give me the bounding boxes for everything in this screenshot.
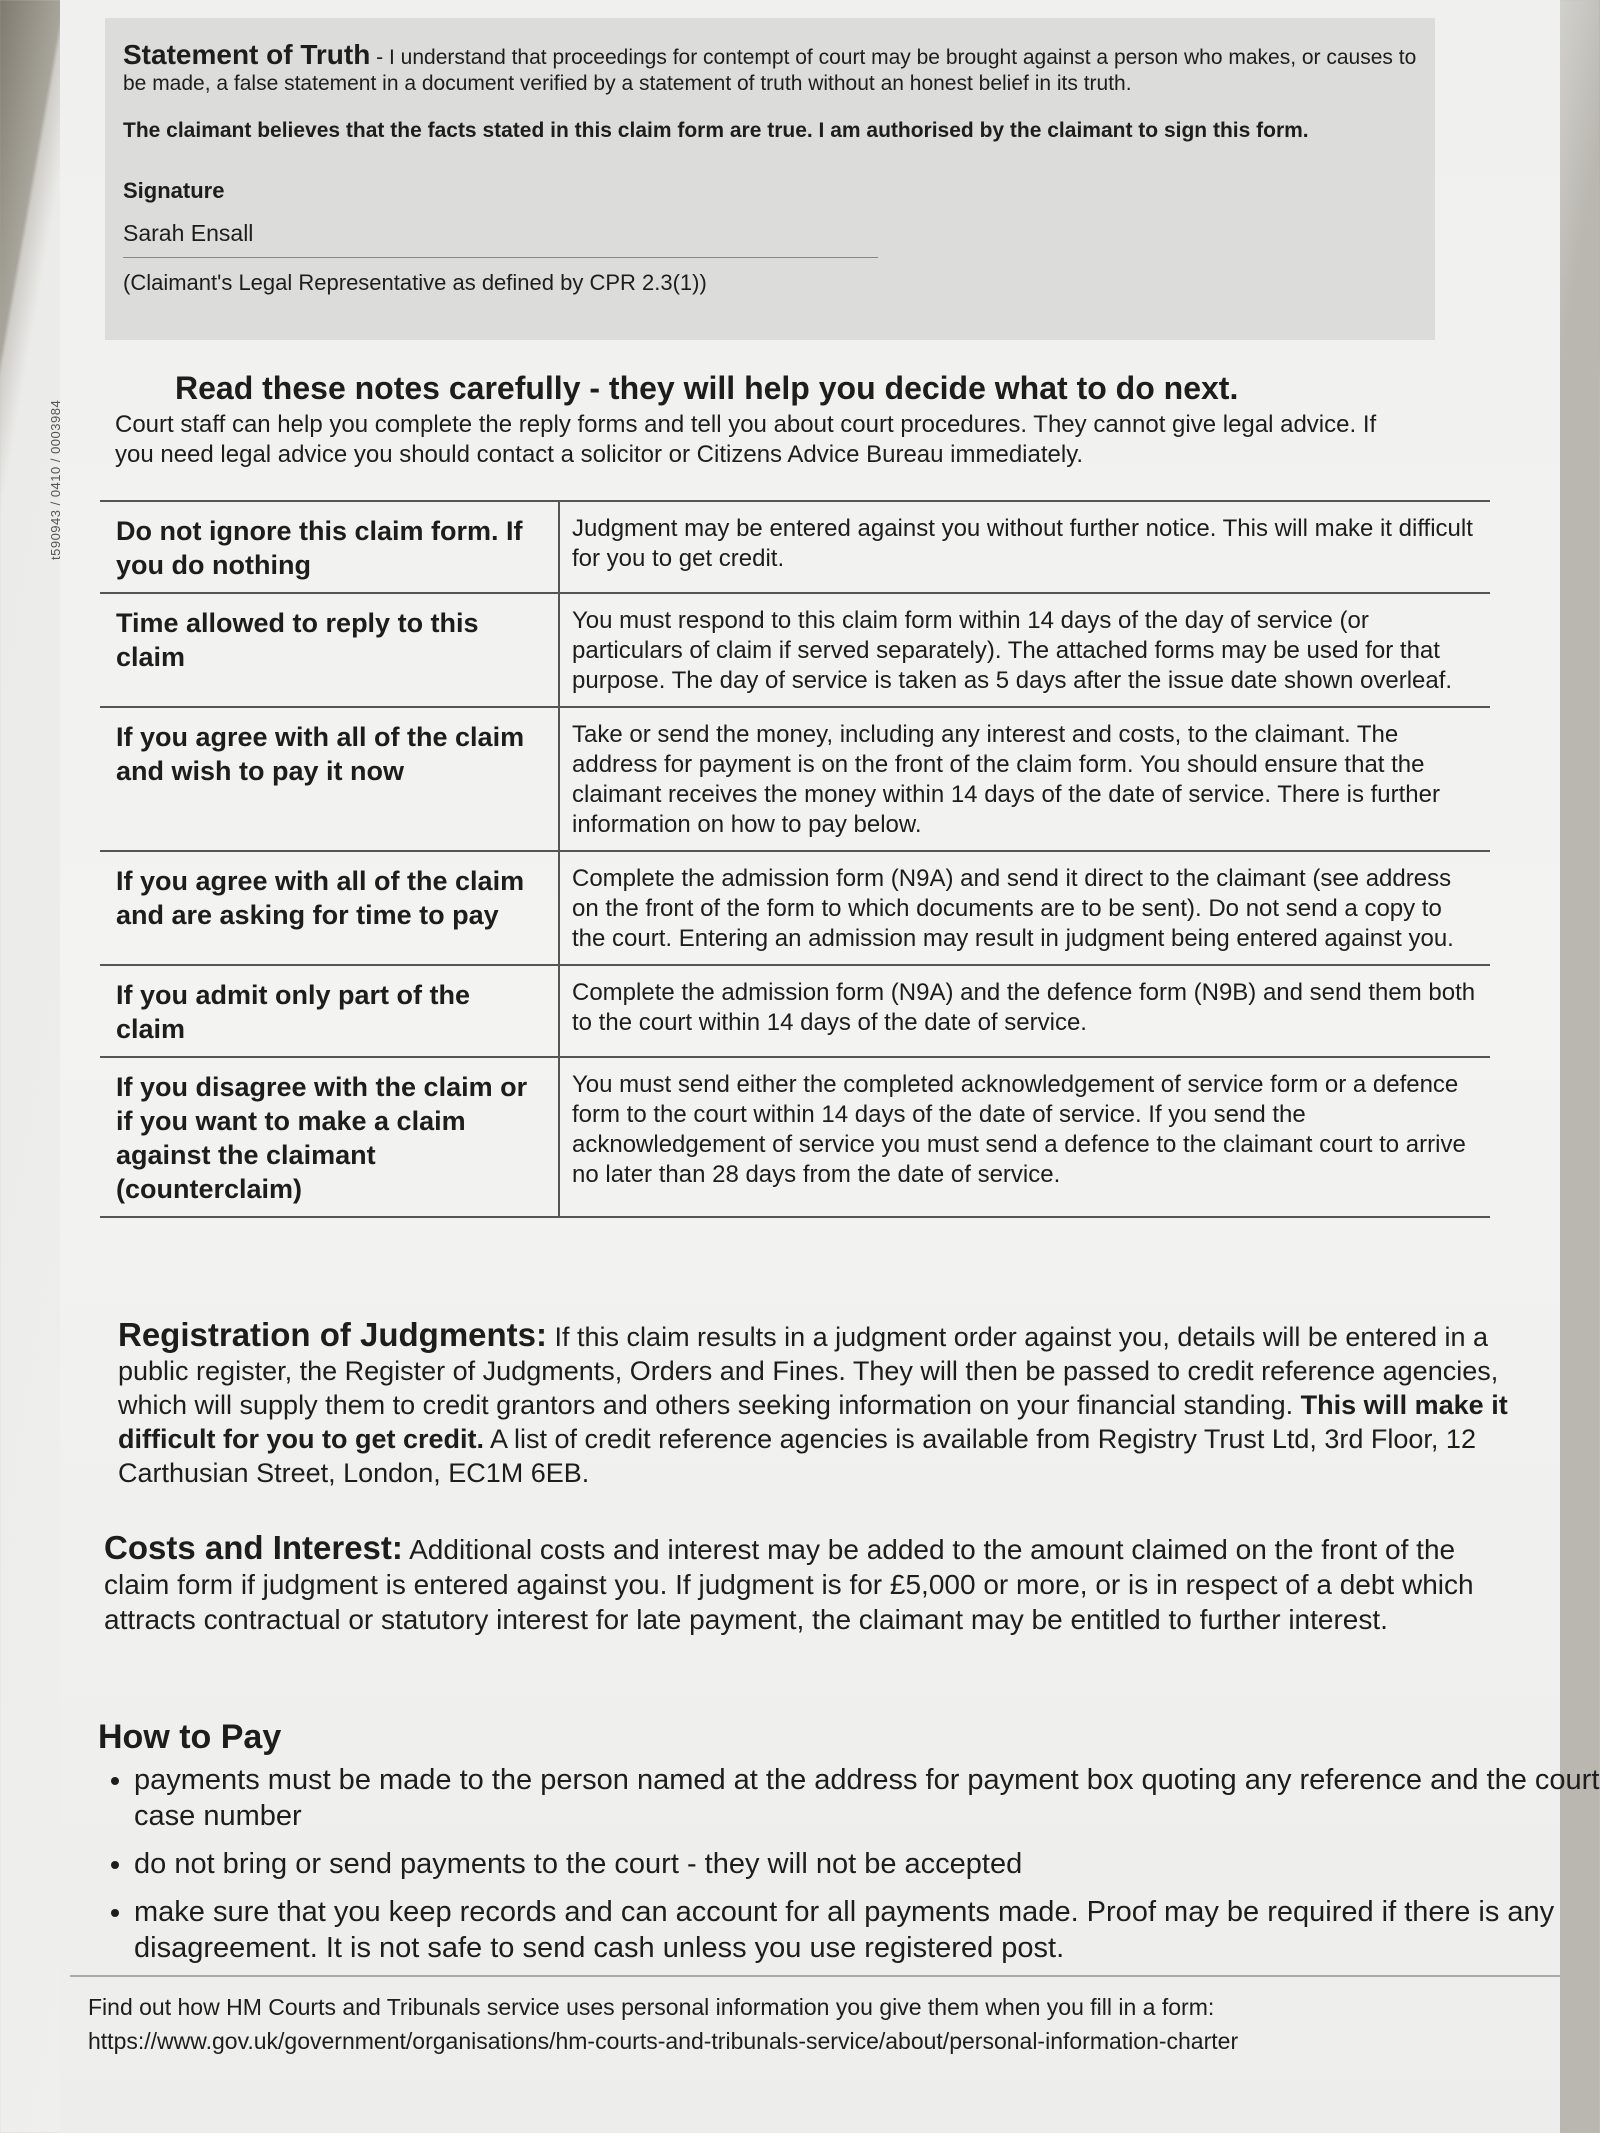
- footer-divider: [70, 1975, 1560, 1977]
- costs-section: Costs and Interest: Additional costs and interest may be added to the amount claimed on the front of the claim form if judgment is entered against you. If judgment is for £5,000 or more, or is in respect of a debt which attracts contractual or statutory interest for late payment, the claimant may be entitled to further interest.: [104, 1529, 1474, 1635]
- list-item: • payments must be made to the person named at the address for payment box quoting any reference and the court case number: [134, 1762, 1600, 1834]
- row-situation: If you admit only part of the claim: [100, 965, 559, 1057]
- form-reference-code: t590943 / 0410 / 0003984: [48, 399, 63, 560]
- how-to-pay-title: How to Pay: [98, 1718, 282, 1756]
- table-row: [100, 851, 1490, 965]
- personal-information-link[interactable]: https://www.gov.uk/government/organisations/hm-courts-and-tribunals-service/about/personal-information-charter: [88, 2028, 1239, 2054]
- table-row: [100, 1057, 1490, 1217]
- row-guidance: Judgment may be entered against you without further notice. This will make it difficult for you to get credit.: [559, 501, 1490, 593]
- table-row: [100, 593, 1490, 707]
- list-item: • do not bring or send payments to the court - they will not be accepted: [134, 1846, 1600, 1882]
- claimant-belief: The claimant believes that the facts stated in this claim form are true. I am authorised by the claimant to sign this form.: [123, 119, 1309, 142]
- table-row: [100, 707, 1490, 851]
- statement-of-truth-box: [105, 18, 1435, 340]
- statement-of-truth-title: Statement of Truth: [123, 39, 371, 70]
- registration-warning: This will make it difficult for you to get credit.: [118, 1390, 1508, 1454]
- row-situation: Do not ignore this claim form. If you do nothing: [100, 501, 559, 593]
- table-row: [100, 965, 1490, 1057]
- row-situation: If you disagree with the claim or if you want to make a claim against the claimant (counterclaim): [100, 1057, 559, 1217]
- signature-role: (Claimant's Legal Representative as defined by CPR 2.3(1)): [123, 270, 707, 295]
- row-guidance: Take or send the money, including any interest and costs, to the claimant. The address for payment is on the front of the claim form. You should ensure that the claimant receives the money within 14 days of the date of service. There is further information on how to pay below.: [559, 707, 1490, 851]
- row-guidance: Complete the admission form (N9A) and the defence form (N9B) and send them both to the court within 14 days of the date of service.: [559, 965, 1490, 1057]
- row-guidance: You must send either the completed acknowledgement of service form or a defence form to the court within 14 days of the date of service. If you send the acknowledgement of service you must send a defence to the claimant court to arrive no later than 28 days from the date of service.: [559, 1057, 1490, 1217]
- registration-title: Registration of Judgments:: [118, 1316, 548, 1353]
- footer-text: Find out how HM Courts and Tribunals service uses personal information you give them when you fill in a form:: [88, 1994, 1215, 2020]
- row-situation: If you agree with all of the claim and are asking for time to pay: [100, 851, 559, 965]
- row-guidance: Complete the admission form (N9A) and send it direct to the claimant (see address on the front of the form to which documents are to be sent). Do not send a copy to the court. Entering an admission may result in judgment being entered against you.: [559, 851, 1490, 965]
- table-row: [100, 501, 1490, 593]
- footer: [88, 1990, 1558, 2058]
- signature-name: Sarah Ensall: [123, 220, 878, 258]
- statement-of-truth-text: Statement of Truth - I understand that proceedings for contempt of court may be brought against a person who makes, or causes to be made, a false statement in a document verified by a statement of truth without an honest belief in its truth.: [123, 39, 1417, 95]
- list-item: • make sure that you keep records and can account for all payments made. Proof may be required if there is any disagreement. It is not safe to send cash unless you use registered post.: [134, 1894, 1600, 1966]
- row-guidance: You must respond to this claim form within 14 days of the day of service (or particulars of claim if served separately). The attached forms may be used for that purpose. The day of service is taken as 5 days after the issue date shown overleaf.: [559, 593, 1490, 707]
- guidance-table: [100, 500, 1490, 1218]
- costs-title: Costs and Interest:: [104, 1529, 403, 1566]
- notes-heading: Read these notes carefully - they will help you decide what to do next.: [175, 370, 1239, 406]
- signature-label: Signature: [123, 178, 225, 203]
- registration-section: Registration of Judgments: If this claim results in a judgment order against you, details will be entered in a public register, the Register of Judgments, Orders and Fines. They will then be passed to credit reference agencies, which will supply them to credit grantors and others seeking information on your financial standing. This will make it difficult for you to get credit. A list of credit reference agencies is available from Registry Trust Ltd, 3rd Floor, 12 Carthusian Street, London, EC1M 6EB.: [118, 1316, 1508, 1488]
- how-to-pay-list: [98, 1762, 1600, 1978]
- row-situation: If you agree with all of the claim and wish to pay it now: [100, 707, 559, 851]
- notes-intro: Court staff can help you complete the reply forms and tell you about court procedures. They cannot give legal advice. If you need legal advice you should contact a solicitor or Citizens Advice Bureau immediately.: [115, 411, 1377, 468]
- row-situation: Time allowed to reply to this claim: [100, 593, 559, 707]
